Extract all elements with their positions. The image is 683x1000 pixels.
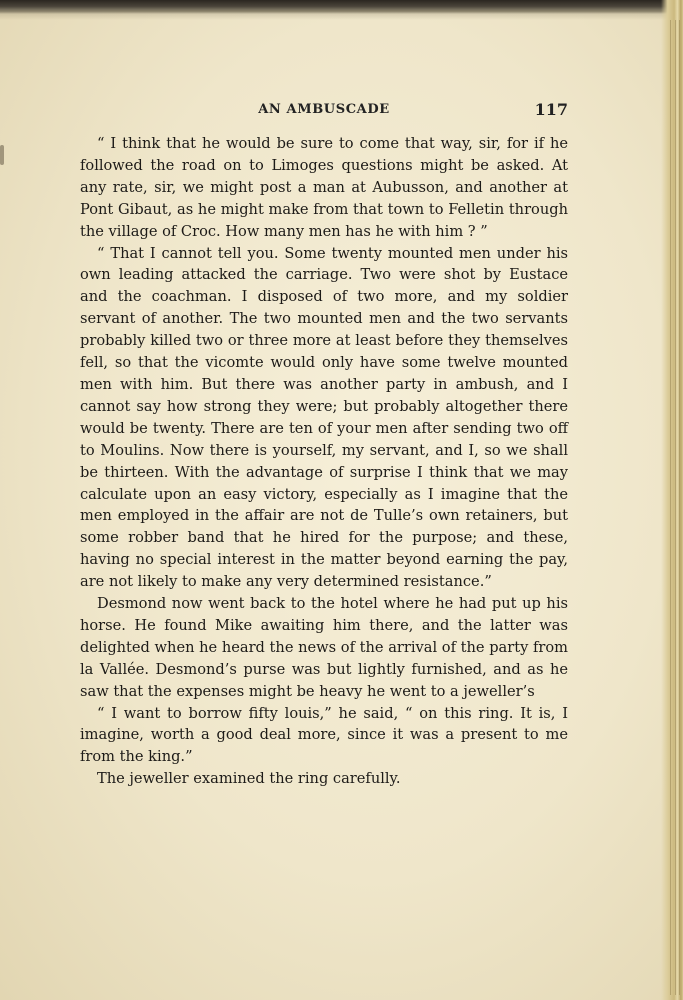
paragraph: “ That I cannot tell you. Some twenty mounted men under his own leading attacked the carriage. Two were shot by Eustace and the coachman. I disposed of two more, and my soldier servant of another. The two mounted men and the two servants probably killed two or three more at least before they themselves fell, so that the vicomte would only have some twelve mounted men with him. But there was another party in ambush, and I cannot say how strong they were; but probably altogether there would be twenty. There are ten of your men after sending two off to Moulins. Now there is yourself, my servant, and I, so we shall be thirteen. With the advantage of surprise I think that we may calculate upon an easy victory, especially as I imagine that the men employed in the affair are not de Tulle’s own retainers, but some robber band that he hired for the purpose; and these, having no special interest in the matter beyond earning the pay, are not likely to make any very determined resistance.” [80,244,568,591]
paragraph: Desmond now went back to the hotel where he had put up his horse. He found Mike awaiting him there, and the latter was delighted when he heard the news of the arrival of the party from la Vallée. Desmond’s purse was but lightly furnished, and as he saw that the expenses might be heavy he went to a jeweller’s [80,595,568,700]
margin-mark [0,145,4,165]
running-head: AN AMBUSCADE [258,102,390,117]
page-number: 117 [534,100,568,119]
paragraph: The jeweller examined the ring carefully. [97,770,401,788]
paragraph: “ I think that he would be sure to come that way, sir, for if he followed the road on to Limoges questions might be asked. At any rate, sir, we might post a man at Aubusson, and another at Pont Gibaut, as he might make from that town to Felletin through the village of Croc. How many men has he with him ? ” [80,135,568,240]
page-header [80,100,568,122]
page-edge-line [679,20,680,995]
page-edge-line [675,20,676,995]
body-text [80,133,568,790]
page-top-shadow [0,10,683,20]
paragraph: “ I want to borrow fifty louis,” he said, “ on this ring. It is, I imagine, worth a good deal more, since it was a present to me from the king.” [80,704,568,766]
page-edge-line [670,20,671,995]
